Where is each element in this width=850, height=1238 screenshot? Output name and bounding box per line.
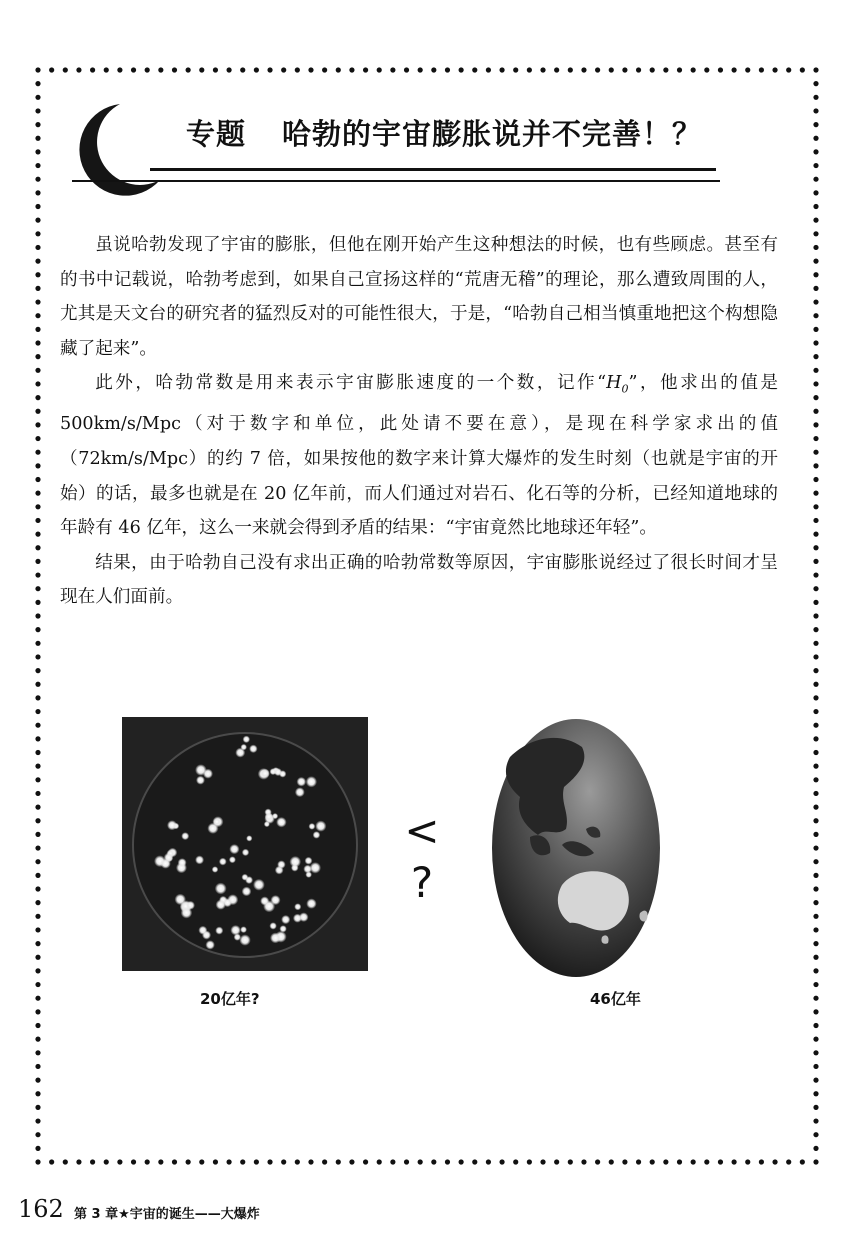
chapter-title: 第 3 章★宇宙的诞生——大爆炸 bbox=[74, 1207, 260, 1222]
earth-globe-image bbox=[490, 717, 662, 979]
paragraph-2: 此外，哈勃常数是用来表示宇宙膨胀速度的一个数，记作“$H_0$”，他求出的值是500km/s/Mpc（对于数字和单位，此处请不要在意），是现在科学家求出的值（72km/s/Mpc）的约 7 倍，如果按他的数字来计算大爆炸的发生时刻（也就是宇宙的开始）的话，最多也就是在 20 亿年前，而人们通过对岩石、化石等的分析，已经知道地球的年龄有 46 亿年，这么一来就会得到矛盾的结果：“宇宙竟然比地球还年轻”。 bbox=[60, 373, 779, 539]
hubble-constant-symbol: $H_0$ bbox=[606, 373, 629, 396]
paragraph-3: 结果，由于哈勃自己没有求出正确的哈勃常数等原因，宇宙膨胀说经过了很长时间才呈现在人们面前。 bbox=[60, 552, 778, 608]
comparison-mark bbox=[404, 805, 440, 909]
paragraph-1: 虽说哈勃发现了宇宙的膨胀，但他在刚开始产生这种想法的时候，也有些顾虑。甚至有的书中记载说，哈勃考虑到，如果自己宣扬这样的“荒唐无稽”的理论，那么遭致周围的人，尤其是天文台的研究者的猛烈反对的可能性很大，于是，“哈勃自己相当慎重地把这个构想隐藏了起来”。 bbox=[60, 235, 778, 359]
less-than-symbol: < bbox=[404, 806, 440, 855]
title-rule-bottom bbox=[72, 180, 720, 182]
left-caption: 20亿年? bbox=[200, 990, 260, 1008]
title-rule-top bbox=[150, 168, 716, 171]
topic-heading: 哈勃的宇宙膨胀说并不完善！？ bbox=[282, 117, 703, 151]
topic-title bbox=[186, 112, 786, 153]
early-universe-image bbox=[122, 717, 368, 971]
right-caption: 46亿年 bbox=[590, 990, 641, 1008]
topic-label: 专题 bbox=[186, 117, 247, 151]
page-number: 162 bbox=[18, 1195, 64, 1223]
question-symbol: ? bbox=[410, 858, 434, 907]
body-text bbox=[60, 228, 778, 615]
